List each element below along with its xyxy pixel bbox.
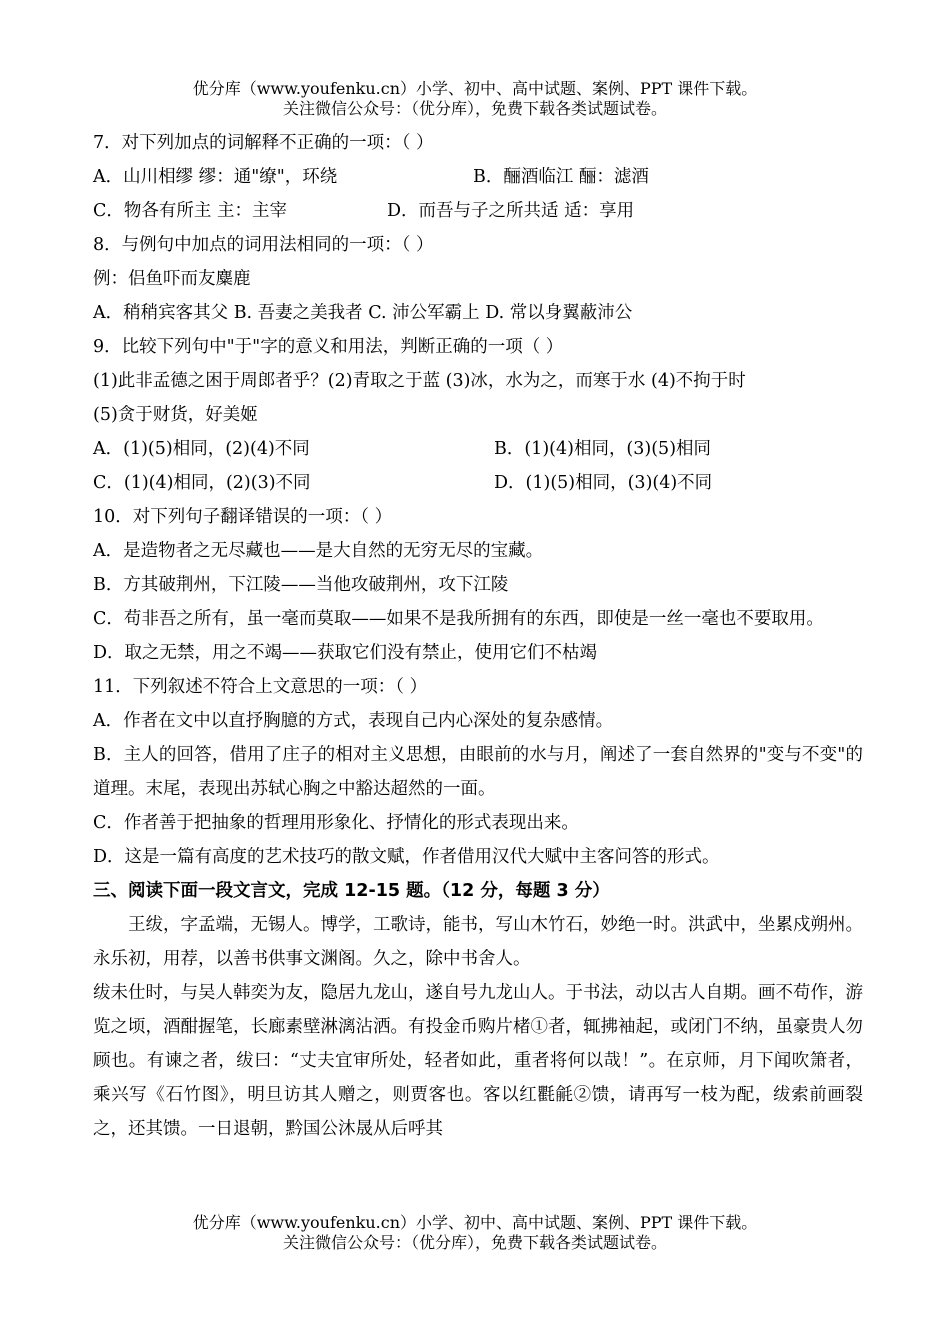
option-d: D．这是一篇有高度的艺术技巧的散文赋，作者借用汉代大赋中主客问答的形式。 bbox=[93, 847, 720, 867]
question-9 bbox=[93, 330, 863, 500]
section-3 bbox=[93, 874, 863, 1146]
page-header bbox=[0, 79, 950, 119]
header-line-2: 关注微信公众号：（优分库），免费下载各类试题试卷。 bbox=[282, 99, 667, 118]
option-b: B．主人的回答，借用了庄子的相对主义思想，由眼前的水与月，阐述了一套自然界的"变与不变"的道理。末尾，表现出苏轼心胸之中豁达超然的一面。 bbox=[93, 745, 863, 799]
option-a: A．作者在文中以直抒胸臆的方式，表现自己内心深处的复杂感情。 bbox=[93, 711, 614, 731]
option-b: B．方其破荆州，下江陵——当他攻破荆州，攻下江陵 bbox=[93, 575, 509, 595]
section-title: 三、阅读下面一段文言文，完成 12-15 题。（12 分，每题 3 分） bbox=[93, 881, 610, 901]
option-a: A．是造物者之无尽藏也——是大自然的无穷无尽的宝藏。 bbox=[93, 541, 544, 561]
option-c: C．物各有所主 主：主宰 bbox=[93, 201, 287, 221]
example-sentence: 例：侣鱼吓而友麋鹿 bbox=[93, 269, 251, 289]
option-d: D．取之无禁，用之不竭——获取它们没有禁止，使用它们不枯竭 bbox=[93, 643, 598, 663]
option-d: D．(1)(5)相同，(3)(4)不同 bbox=[494, 473, 713, 493]
option-c: C．作者善于把抽象的哲理用形象化、抒情化的形式表现出来。 bbox=[93, 813, 579, 833]
option-b: B．(1)(4)相同，(3)(5)相同 bbox=[494, 439, 712, 459]
question-11 bbox=[93, 670, 863, 874]
option-b: B．酾酒临江 酾：滤酒 bbox=[473, 167, 649, 187]
question-stem: 9．比较下列句中"于"字的意义和用法，判断正确的一项（ ） bbox=[93, 337, 564, 357]
question-7 bbox=[93, 126, 863, 228]
header-line-1: 优分库（www.youfenku.cn）小学、初中、高中试题、案例、PPT 课件下载。 bbox=[192, 79, 758, 98]
option-a: A．山川相缪 缪：通"缭"，环绕 bbox=[93, 167, 338, 187]
page-footer bbox=[0, 1213, 950, 1253]
question-10 bbox=[93, 500, 863, 670]
question-8 bbox=[93, 228, 863, 330]
sentences: (1)此非孟德之困于周郎者乎？(2)青取之于蓝 (3)冰，水为之，而寒于水 (4)不拘于时 bbox=[93, 371, 746, 391]
option-c: C．(1)(4)相同，(2)(3)不同 bbox=[93, 473, 311, 493]
question-stem: 11．下列叙述不符合上文意思的一项：（ ） bbox=[93, 677, 428, 697]
passage-paragraph-1: 王绂，字孟端，无锡人。博学，工歌诗，能书，写山木竹石，妙绝一时。洪武中，坐累戍朔州。永乐初，用荐，以善书供事文渊阁。久之，除中书舍人。 bbox=[93, 915, 863, 969]
option-c: C．苟非吾之所有，虽一毫而莫取——如果不是我所拥有的东西，即使是一丝一毫也不要取用。 bbox=[93, 609, 824, 629]
question-stem: 7．对下列加点的词解释不正确的一项：（ ） bbox=[93, 133, 434, 153]
footer-line-2: 关注微信公众号：（优分库），免费下载各类试题试卷。 bbox=[282, 1233, 667, 1252]
question-stem: 10．对下列句子翻译错误的一项：（ ） bbox=[93, 507, 393, 527]
question-stem: 8．与例句中加点的词用法相同的一项：（ ） bbox=[93, 235, 434, 255]
option-d: D．而吾与子之所共适 适：享用 bbox=[387, 201, 635, 221]
sentences-continued: (5)贪于财货，好美姬 bbox=[93, 405, 258, 425]
options: A．稍稍宾客其父 B. 吾妻之美我者 C. 沛公军霸上 D. 常以身翼蔽沛公 bbox=[93, 303, 633, 323]
option-a: A．(1)(5)相同，(2)(4)不同 bbox=[93, 439, 310, 459]
passage-paragraph-2: 绂未仕时，与吴人韩奕为友，隐居九龙山，遂自号九龙山人。于书法，动以古人自期。画不苟作，游览之顷，酒酣握笔，长廊素壁淋漓沾洒。有投金币购片楮①者，辄拂袖起，或闭门不纳，虽豪贵人勿顾也。有谏之者，绂曰：“丈夫宜审所处，轻者如此，重者将何以哉！”。在京师，月下闻吹箫者，乘兴写《石竹图》，明旦访其人赠之，则贾客也。客以红氍毹②馈，请再写一枝为配，绂索前画裂之，还其馈。一日退朝，黔国公沐晟从后呼其 bbox=[93, 983, 863, 1139]
footer-line-1: 优分库（www.youfenku.cn）小学、初中、高中试题、案例、PPT 课件下载。 bbox=[192, 1213, 758, 1232]
document-body bbox=[93, 126, 863, 1146]
